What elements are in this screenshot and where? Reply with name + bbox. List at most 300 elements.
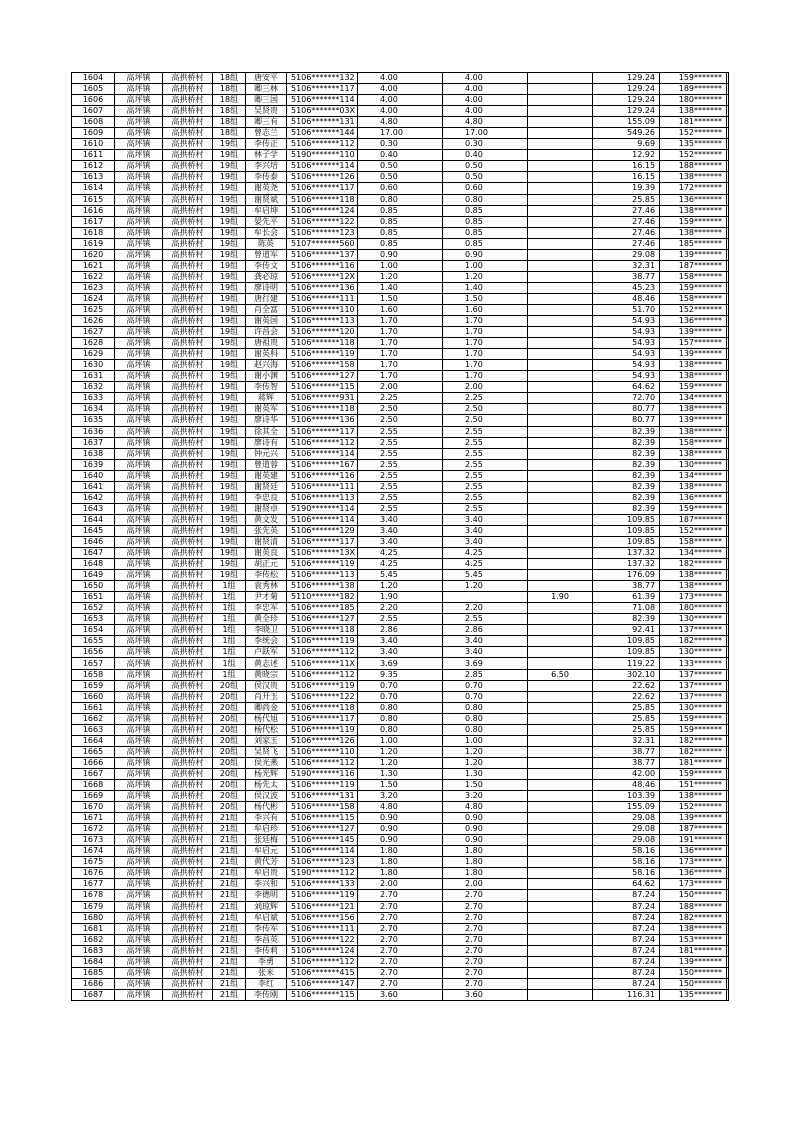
row-end-border [727,791,729,802]
table-row [72,459,729,470]
row-number: 1659 [72,680,115,691]
phone-cell: 159******* [660,713,727,724]
name-cell: 钟元兴 [246,448,287,459]
table-row [72,724,729,735]
area-b-cell [528,95,593,106]
group-cell: 1组 [213,625,246,636]
town-cell: 高坪镇 [115,371,163,382]
amount-cell: 54.93 [593,316,660,327]
phone-cell: 158******* [660,536,727,547]
area-a-cell: 1.20 [443,581,528,592]
table-row [72,327,729,338]
row-end-border [727,95,729,106]
phone-cell: 173******* [660,592,727,603]
village-cell: 高拱桥村 [163,194,213,205]
table-row [72,382,729,393]
area-b-cell: 6.50 [528,669,593,680]
area-total-cell: 2.70 [358,967,443,978]
amount-cell: 72.70 [593,393,660,404]
id-number-cell: 5106*******117 [287,536,358,547]
village-cell: 高拱桥村 [163,282,213,293]
id-number-cell: 5106*******116 [287,470,358,481]
row-end-border [727,150,729,161]
group-cell: 21组 [213,967,246,978]
area-total-cell: 2.70 [358,923,443,934]
group-cell: 19组 [213,271,246,282]
area-total-cell: 2.70 [358,912,443,923]
group-cell: 19组 [213,481,246,492]
area-a-cell: 4.00 [443,73,528,84]
phone-cell: 133******* [660,658,727,669]
village-cell: 高拱桥村 [163,879,213,890]
area-a-cell: 4.25 [443,548,528,559]
group-cell: 20组 [213,791,246,802]
name-cell: 卿三林 [246,84,287,95]
amount-cell: 129.24 [593,106,660,117]
group-cell: 20组 [213,691,246,702]
area-a-cell: 0.85 [443,216,528,227]
phone-cell: 158******* [660,437,727,448]
phone-cell: 157******* [660,338,727,349]
town-cell: 高坪镇 [115,603,163,614]
town-cell: 高坪镇 [115,824,163,835]
village-cell: 高拱桥村 [163,691,213,702]
table-row [72,846,729,857]
area-total-cell: 3.20 [358,791,443,802]
area-a-cell: 1.00 [443,735,528,746]
area-b-cell [528,835,593,846]
row-number: 1673 [72,835,115,846]
village-cell: 高拱桥村 [163,117,213,128]
table-row [72,824,729,835]
row-end-border [727,393,729,404]
table-row [72,570,729,581]
id-number-cell: 5106*******113 [287,570,358,581]
area-b-cell [528,304,593,315]
name-cell: 李传莉 [246,945,287,956]
id-number-cell: 5106*******112 [287,956,358,967]
row-end-border [727,216,729,227]
amount-cell: 87.24 [593,934,660,945]
phone-cell: 139******* [660,349,727,360]
amount-cell: 54.93 [593,338,660,349]
id-number-cell: 5106*******133 [287,879,358,890]
row-number: 1662 [72,713,115,724]
row-number: 1620 [72,249,115,260]
area-total-cell: 0.90 [358,249,443,260]
row-end-border [727,647,729,658]
area-b-cell [528,293,593,304]
area-a-cell: 2.70 [443,967,528,978]
town-cell: 高坪镇 [115,393,163,404]
area-a-cell: 3.60 [443,989,528,1000]
village-cell: 高拱桥村 [163,581,213,592]
name-cell: 廖诗明 [246,282,287,293]
table-row [72,945,729,956]
id-number-cell: 5106*******119 [287,559,358,570]
area-total-cell: 4.00 [358,106,443,117]
area-total-cell: 2.55 [358,614,443,625]
name-cell: 李兴培 [246,161,287,172]
town-cell: 高坪镇 [115,923,163,934]
name-cell: 李德明 [246,890,287,901]
name-cell: 晏先平 [246,216,287,227]
area-b-cell [528,691,593,702]
id-number-cell: 5106*******112 [287,437,358,448]
phone-cell: 138******* [660,791,727,802]
group-cell: 19组 [213,470,246,481]
table-row [72,536,729,547]
area-total-cell: 0.80 [358,702,443,713]
id-number-cell: 5106*******136 [287,415,358,426]
village-cell: 高拱桥村 [163,459,213,470]
area-a-cell: 2.00 [443,879,528,890]
amount-cell: 82.39 [593,470,660,481]
phone-cell: 182******* [660,636,727,647]
area-b-cell [528,912,593,923]
phone-cell: 182******* [660,746,727,757]
amount-cell: 29.08 [593,835,660,846]
row-end-border [727,846,729,857]
name-cell: 陈英 [246,238,287,249]
row-number: 1617 [72,216,115,227]
phone-cell: 158******* [660,271,727,282]
village-cell: 高拱桥村 [163,249,213,260]
amount-cell: 103.39 [593,791,660,802]
row-number: 1650 [72,581,115,592]
id-number-cell: 5106*******13X [287,548,358,559]
id-number-cell: 5106*******137 [287,249,358,260]
id-number-cell: 5106*******415 [287,967,358,978]
id-number-cell: 5106*******931 [287,393,358,404]
amount-cell: 129.24 [593,73,660,84]
group-cell: 19组 [213,382,246,393]
row-number: 1632 [72,382,115,393]
group-cell: 1组 [213,581,246,592]
group-cell: 20组 [213,680,246,691]
amount-cell: 25.85 [593,194,660,205]
area-a-cell: 0.90 [443,249,528,260]
area-a-cell: 0.85 [443,227,528,238]
area-total-cell: 2.70 [358,956,443,967]
phone-cell: 130******* [660,702,727,713]
table-row [72,271,729,282]
group-cell: 18组 [213,84,246,95]
area-b-cell [528,194,593,205]
table-row [72,956,729,967]
row-end-border [727,581,729,592]
village-cell: 高拱桥村 [163,525,213,536]
area-a-cell: 2.86 [443,625,528,636]
village-cell: 高拱桥村 [163,813,213,824]
group-cell: 19组 [213,426,246,437]
name-cell: 牟启珍 [246,824,287,835]
table-row [72,702,729,713]
area-b-cell [528,934,593,945]
phone-cell: 159******* [660,382,727,393]
town-cell: 高坪镇 [115,172,163,183]
name-cell: 刘琼辉 [246,901,287,912]
town-cell: 高坪镇 [115,106,163,117]
row-number: 1619 [72,238,115,249]
area-a-cell: 3.20 [443,791,528,802]
area-b-cell [528,271,593,282]
row-end-border [727,525,729,536]
area-b-cell [528,238,593,249]
town-cell: 高坪镇 [115,382,163,393]
group-cell: 20组 [213,735,246,746]
village-cell: 高拱桥村 [163,614,213,625]
area-total-cell: 1.70 [358,349,443,360]
data-table [71,72,729,1001]
phone-cell: 136******* [660,868,727,879]
area-b-cell [528,735,593,746]
town-cell: 高坪镇 [115,437,163,448]
row-end-border [727,128,729,139]
name-cell: 谢贤卓 [246,503,287,514]
table-row [72,360,729,371]
row-end-border [727,293,729,304]
id-number-cell: 5106*******122 [287,934,358,945]
row-end-border [727,802,729,813]
area-total-cell: 4.80 [358,802,443,813]
amount-cell: 82.39 [593,448,660,459]
amount-cell: 38.77 [593,271,660,282]
table-row [72,95,729,106]
amount-cell: 54.93 [593,327,660,338]
row-end-border [727,514,729,525]
name-cell: 牟启元 [246,846,287,857]
table-row [72,647,729,658]
table-row [72,106,729,117]
phone-cell: 187******* [660,260,727,271]
area-a-cell: 1.20 [443,746,528,757]
phone-cell: 182******* [660,735,727,746]
row-end-border [727,757,729,768]
row-number: 1634 [72,404,115,415]
name-cell: 徐其全 [246,426,287,437]
row-end-border [727,934,729,945]
row-end-border [727,890,729,901]
town-cell: 高坪镇 [115,691,163,702]
town-cell: 高坪镇 [115,271,163,282]
area-a-cell: 0.90 [443,824,528,835]
row-end-border [727,503,729,514]
group-cell: 20组 [213,780,246,791]
area-a-cell: 2.55 [443,470,528,481]
name-cell: 张廷梅 [246,835,287,846]
group-cell: 19组 [213,183,246,194]
row-end-border [727,282,729,293]
village-cell: 高拱桥村 [163,95,213,106]
name-cell: 杨光辉 [246,768,287,779]
area-a-cell: 0.30 [443,139,528,150]
row-number: 1683 [72,945,115,956]
row-end-border [727,813,729,824]
village-cell: 高拱桥村 [163,669,213,680]
village-cell: 高拱桥村 [163,978,213,989]
table-row [72,238,729,249]
table-row [72,713,729,724]
amount-cell: 109.85 [593,514,660,525]
town-cell: 高坪镇 [115,238,163,249]
amount-cell: 58.16 [593,857,660,868]
village-cell: 高拱桥村 [163,128,213,139]
row-end-border [727,879,729,890]
name-cell: 吴贤贵 [246,106,287,117]
area-total-cell: 2.70 [358,945,443,956]
area-b-cell [528,824,593,835]
table-row [72,813,729,824]
id-number-cell: 5106*******119 [287,636,358,647]
name-cell: 杨代旭 [246,713,287,724]
row-number: 1658 [72,669,115,680]
group-cell: 19组 [213,304,246,315]
name-cell: 李红 [246,978,287,989]
town-cell: 高坪镇 [115,702,163,713]
amount-cell: 51.70 [593,304,660,315]
amount-cell: 155.09 [593,117,660,128]
area-total-cell: 2.55 [358,459,443,470]
table-row [72,923,729,934]
group-cell: 20组 [213,746,246,757]
name-cell: 袁秀林 [246,581,287,592]
area-b-cell [528,746,593,757]
village-cell: 高拱桥村 [163,227,213,238]
amount-cell: 129.24 [593,84,660,95]
area-total-cell: 2.70 [358,978,443,989]
amount-cell: 25.85 [593,702,660,713]
area-b-cell [528,647,593,658]
area-b-cell [528,481,593,492]
name-cell: 卢跃军 [246,647,287,658]
amount-cell: 64.62 [593,382,660,393]
table-row [72,216,729,227]
row-number: 1638 [72,448,115,459]
group-cell: 19组 [213,205,246,216]
group-cell: 1组 [213,592,246,603]
amount-cell: 58.16 [593,868,660,879]
area-a-cell: 1.70 [443,371,528,382]
id-number-cell: 5106*******110 [287,304,358,315]
area-b-cell [528,879,593,890]
name-cell: 蒋辉 [246,393,287,404]
area-b-cell [528,282,593,293]
group-cell: 20组 [213,724,246,735]
name-cell: 尹才菊 [246,592,287,603]
table-row [72,183,729,194]
area-b-cell [528,713,593,724]
area-b-cell [528,923,593,934]
area-total-cell: 3.40 [358,525,443,536]
amount-cell: 22.62 [593,691,660,702]
id-number-cell: 5190*******116 [287,768,358,779]
name-cell: 李传刚 [246,989,287,1000]
town-cell: 高坪镇 [115,658,163,669]
area-a-cell: 0.85 [443,238,528,249]
phone-cell: 136******* [660,316,727,327]
area-total-cell: 0.85 [358,238,443,249]
phone-cell: 152******* [660,802,727,813]
row-number: 1677 [72,879,115,890]
amount-cell: 82.39 [593,426,660,437]
row-end-border [727,316,729,327]
row-number: 1675 [72,857,115,868]
area-b-cell [528,702,593,713]
area-total-cell: 3.60 [358,989,443,1000]
area-total-cell: 9.35 [358,669,443,680]
row-end-border [727,868,729,879]
area-a-cell: 2.70 [443,890,528,901]
village-cell: 高拱桥村 [163,183,213,194]
area-total-cell: 0.50 [358,172,443,183]
amount-cell: 109.85 [593,636,660,647]
town-cell: 高坪镇 [115,857,163,868]
table-row [72,691,729,702]
area-total-cell: 2.00 [358,879,443,890]
village-cell: 高拱桥村 [163,304,213,315]
village-cell: 高拱桥村 [163,161,213,172]
id-number-cell: 5106*******147 [287,978,358,989]
area-b-cell [528,757,593,768]
area-a-cell: 1.80 [443,868,528,879]
amount-cell: 87.24 [593,901,660,912]
name-cell: 谢英国 [246,316,287,327]
area-a-cell: 1.40 [443,282,528,293]
area-total-cell: 2.55 [358,426,443,437]
group-cell: 1组 [213,636,246,647]
table-row [72,437,729,448]
group-cell: 21组 [213,813,246,824]
id-number-cell: 5106*******127 [287,614,358,625]
phone-cell: 138******* [660,205,727,216]
group-cell: 19组 [213,536,246,547]
area-b-cell [528,393,593,404]
area-b-cell [528,459,593,470]
id-number-cell: 5106*******123 [287,857,358,868]
name-cell: 李传军 [246,923,287,934]
area-b-cell [528,316,593,327]
id-number-cell: 5106*******132 [287,73,358,84]
row-end-border [727,183,729,194]
group-cell: 18组 [213,106,246,117]
area-b-cell [528,514,593,525]
phone-cell: 137******* [660,691,727,702]
town-cell: 高坪镇 [115,570,163,581]
row-number: 1614 [72,183,115,194]
id-number-cell: 5106*******118 [287,194,358,205]
area-a-cell: 2.20 [443,603,528,614]
phone-cell: 134******* [660,548,727,559]
row-end-border [727,437,729,448]
area-a-cell: 1.20 [443,757,528,768]
amount-cell: 87.24 [593,978,660,989]
area-a-cell: 2.50 [443,404,528,415]
id-number-cell: 5106*******118 [287,338,358,349]
name-cell: 唐安平 [246,73,287,84]
area-b-cell [528,890,593,901]
table-row [72,426,729,437]
area-a-cell: 1.20 [443,271,528,282]
village-cell: 高拱桥村 [163,437,213,448]
village-cell: 高拱桥村 [163,404,213,415]
village-cell: 高拱桥村 [163,73,213,84]
village-cell: 高拱桥村 [163,658,213,669]
id-number-cell: 5106*******185 [287,603,358,614]
row-number: 1685 [72,967,115,978]
group-cell: 19组 [213,503,246,514]
id-number-cell: 5106*******123 [287,227,358,238]
